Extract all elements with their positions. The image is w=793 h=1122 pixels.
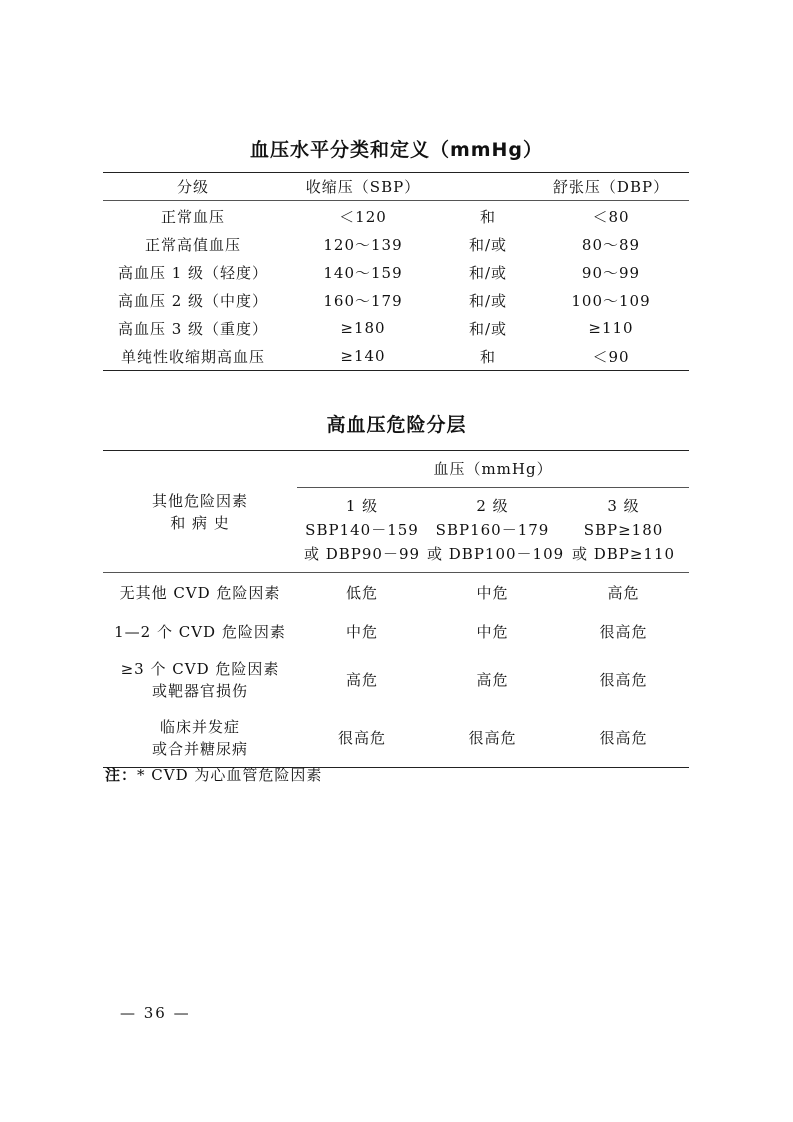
risk-level-cell: 高危	[345, 671, 378, 689]
cell-connector: 和/或	[468, 235, 508, 254]
cell-sbp: 140～159	[323, 263, 403, 282]
grade-dbp: 或 DBP≥110	[571, 545, 676, 563]
risk-level-cell: 低危	[345, 584, 378, 602]
table-header-row	[103, 173, 689, 201]
note-text: * CVD 为心血管危险因素	[137, 766, 323, 784]
cell-sbp: ≥180	[340, 319, 386, 337]
table2-title: 高血压危险分层	[326, 414, 467, 436]
grade-label: 1 级	[345, 497, 379, 515]
risk-level-cell: 很高危	[599, 671, 648, 689]
table-row	[103, 230, 689, 258]
table-row	[103, 201, 689, 231]
table-row	[103, 342, 689, 371]
grade-label: 3 级	[607, 497, 640, 515]
grade-header-3	[558, 488, 689, 573]
cell-grade: 正常高值血压	[144, 235, 241, 254]
risk-level-cell: 很高危	[599, 729, 648, 747]
risk-factor-line2: 或靶器官损伤	[151, 682, 248, 700]
table-note	[105, 764, 322, 785]
table1-title: 血压水平分类和定义（mmHg）	[249, 139, 544, 161]
bp-header: 血压（mmHg）	[297, 451, 689, 488]
row-header-line2: 和 病 史	[170, 513, 230, 532]
risk-level-cell: 中危	[345, 623, 378, 641]
cell-connector: 和/或	[468, 263, 508, 282]
row-header-cell	[103, 451, 297, 573]
grade-sbp: SBP≥180	[583, 521, 664, 539]
bp-classification-table	[103, 172, 689, 371]
grade-sbp: SBP160－179	[435, 521, 550, 539]
cell-sbp: ＜120	[339, 207, 387, 226]
risk-stratification-table	[103, 450, 689, 768]
risk-factor-line2: 或合并糖尿病	[151, 740, 248, 758]
risk-level-cell: 高危	[476, 671, 509, 689]
col-header-sbp: 收缩压（SBP）	[283, 173, 443, 201]
table-row	[103, 573, 689, 614]
cell-dbp: ＜80	[592, 207, 630, 226]
table-row	[103, 258, 689, 286]
cell-dbp: 100～109	[571, 291, 651, 310]
cell-grade: 正常血压	[160, 207, 225, 226]
risk-factor-line1: ≥3 个 CVD 危险因素	[120, 660, 280, 678]
cell-grade: 高血压 1 级（轻度）	[117, 263, 269, 282]
table-row	[103, 314, 689, 342]
risk-level-cell: 中危	[476, 623, 509, 641]
cell-connector: 和	[479, 347, 496, 366]
risk-level-cell: 中危	[476, 584, 509, 602]
cell-grade: 高血压 3 级（重度）	[117, 319, 269, 338]
col-header-grade: 分级	[103, 173, 283, 201]
risk-factor-cell: 1—2 个 CVD 危险因素	[114, 623, 286, 641]
cell-dbp: 90～99	[581, 263, 641, 282]
cell-connector: 和/或	[468, 291, 508, 310]
grade-header-1	[297, 488, 427, 573]
table-row	[103, 286, 689, 314]
note-label: 注：	[105, 766, 138, 784]
grade-dbp: 或 DBP90－99	[303, 545, 421, 563]
cell-grade: 单纯性收缩期高血压	[120, 347, 265, 366]
risk-level-cell: 很高危	[337, 729, 386, 747]
cell-dbp: ≥110	[588, 319, 634, 337]
row-header-line1: 其他危险因素	[151, 491, 248, 510]
cell-sbp: 120～139	[323, 235, 403, 254]
table-row	[103, 613, 689, 651]
risk-factor-line1: 临床并发症	[159, 718, 240, 736]
risk-level-cell: 高危	[607, 584, 640, 602]
risk-level-cell: 很高危	[599, 623, 648, 641]
cell-dbp: 80～89	[581, 235, 641, 254]
col-header-connector	[443, 173, 533, 201]
table-row	[103, 651, 689, 709]
grade-header-2	[427, 488, 565, 573]
grade-sbp: SBP140－159	[305, 521, 419, 539]
cell-connector: 和/或	[468, 319, 508, 338]
col-header-dbp: 舒张压（DBP）	[533, 173, 689, 201]
risk-factor-cell	[103, 709, 297, 768]
cell-sbp: ≥140	[340, 347, 386, 365]
grade-dbp: 或 DBP100－109	[427, 545, 565, 563]
table-row	[103, 709, 689, 768]
cell-grade: 高血压 2 级（中度）	[117, 291, 269, 310]
cell-sbp: 160～179	[323, 291, 403, 310]
cell-dbp: ＜90	[592, 347, 630, 366]
risk-factor-cell	[103, 651, 297, 709]
cell-connector: 和	[479, 207, 496, 226]
grade-label: 2 级	[476, 497, 509, 515]
page-number: — 36 —	[120, 1004, 191, 1022]
risk-factor-cell: 无其他 CVD 危险因素	[119, 584, 281, 602]
bp-header-row	[103, 451, 689, 488]
risk-level-cell: 很高危	[468, 729, 517, 747]
